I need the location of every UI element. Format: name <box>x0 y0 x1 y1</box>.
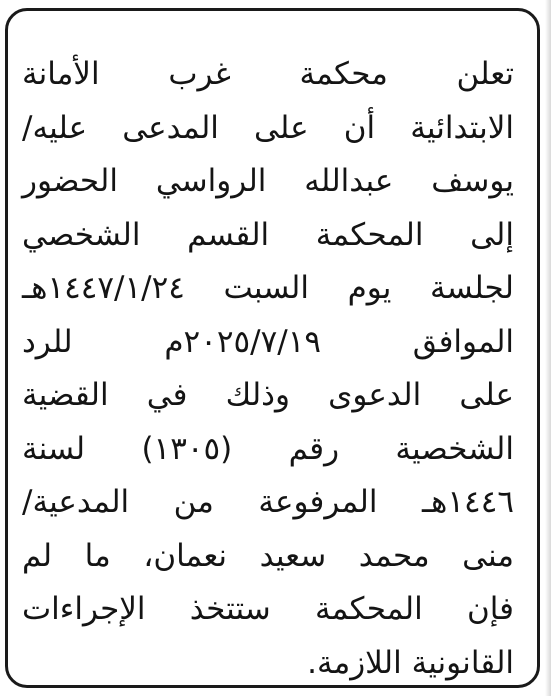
notice-line: الابتدائية أن على المدعى عليه/ <box>22 109 514 146</box>
notice-line: القانونية اللازمة. <box>307 644 514 681</box>
notice-line: يوسف عبدالله الرواسي الحضور <box>22 163 514 199</box>
notice-line: لجلسة يوم السبت ١٤٤٧/١/٢٤هـ <box>22 270 514 306</box>
court-notice-text <box>22 48 514 690</box>
notice-line: إلى المحكمة القسم الشخصي <box>22 216 514 253</box>
notice-line: على الدعوى وذلك في القضية <box>22 377 514 413</box>
notice-line: الموافق ٢٠٢٥/٧/١٩م للرد <box>22 323 515 360</box>
notice-line: ١٤٤٦هـ المرفوعة من المدعية/ <box>22 484 514 520</box>
notice-line: منى محمد سعيد نعمان، ما لم <box>22 537 514 574</box>
notice-line: الشخصية رقم (١٣٠٥) لسنة <box>22 430 514 467</box>
page-edge-shadow <box>545 0 551 696</box>
notice-line: فإن المحكمة ستتخذ الإجراءات <box>22 591 514 627</box>
notice-line: تعلن محكمة غرب الأمانة <box>22 56 514 92</box>
